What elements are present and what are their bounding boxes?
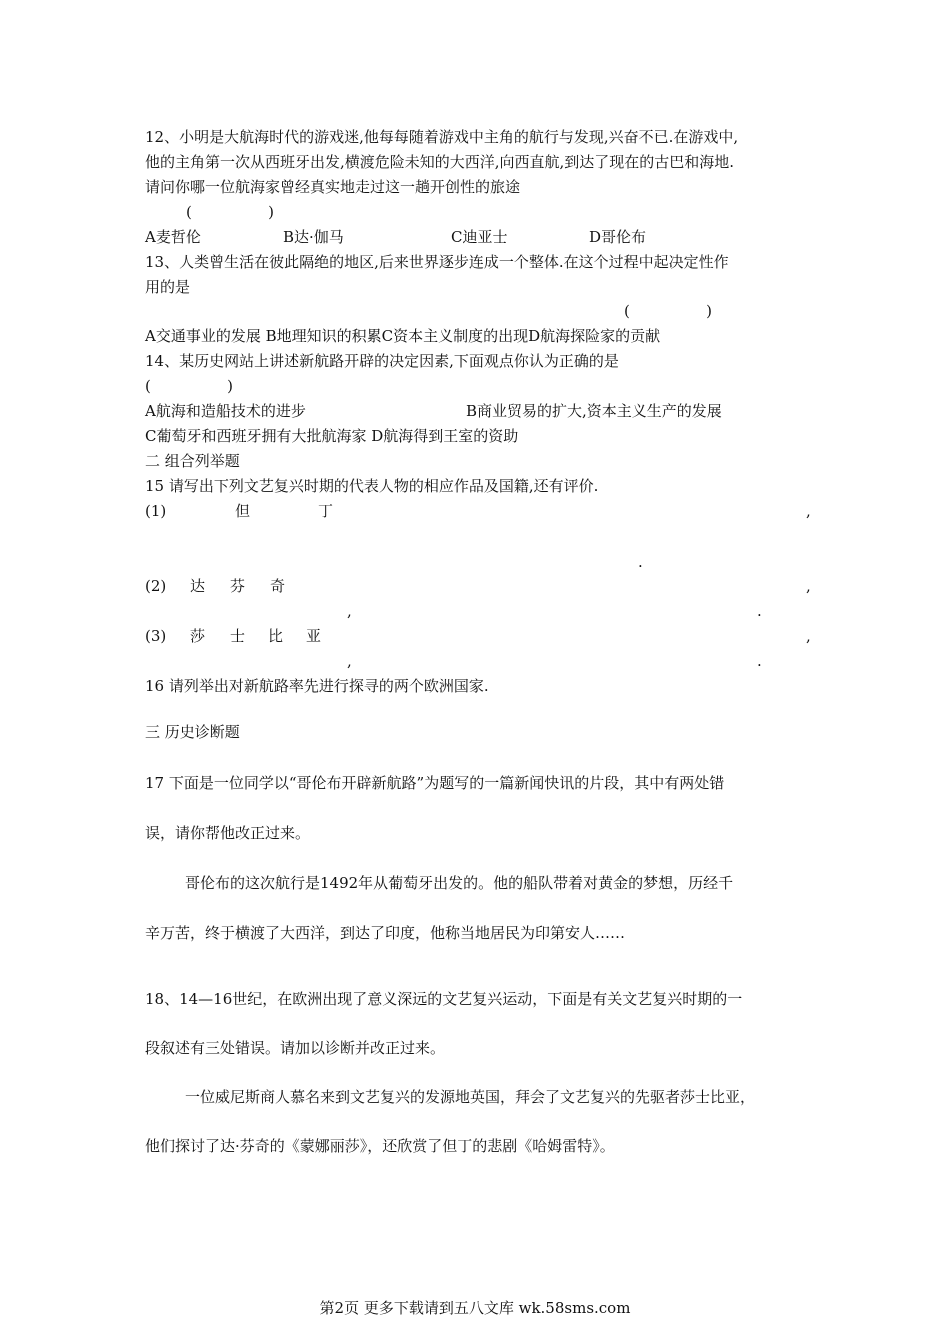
q15-item3-comma: , [806, 627, 811, 645]
q14-options-cd: C葡萄牙和西班牙拥有大批航海家 D航海得到王室的资助 [145, 427, 519, 445]
q12-line3: 请问你哪一位航海家曾经真实地走过这一趟开创性的旅途 [145, 178, 521, 196]
q15-prompt: 15 请写出下列文艺复兴时期的代表人物的相应作品及国籍,还有评价. [145, 477, 599, 495]
q15-item3-char: 比 [268, 627, 284, 645]
q15-item2-char: 奇 [270, 577, 286, 595]
q17-line1: 17 下面是一位同学以“哥伦布开辟新航路”为题写的一篇新闻快讯的片段，其中有两处错 [145, 774, 725, 792]
q17-line2: 误，请你帮他改正过来。 [145, 824, 311, 842]
q15-item2-char: 芬 [230, 577, 246, 595]
q18-line1: 18、14—16世纪，在欧洲出现了意义深远的文艺复兴运动，下面是有关文艺复兴时期的一 [145, 990, 743, 1008]
q13-answer-paren: ( ) [624, 302, 712, 320]
q12-line2: 他的主角第一次从西班牙出发,横渡危险未知的大西洋,向西直航,到达了现在的古巴和海地. [145, 153, 735, 171]
section2-title: 二 组合列举题 [145, 452, 240, 470]
q14-option-a: A航海和造船技术的进步 [145, 402, 306, 420]
q15-item3-char: 莎 [190, 627, 206, 645]
q16-prompt: 16 请列举出对新航路率先进行探寻的两个欧洲国家. [145, 677, 489, 695]
q12-answer-paren: ( ) [186, 203, 274, 221]
q17-passage-line2: 辛万苦，终于横渡了大西洋，到达了印度，他称当地居民为印第安人…… [145, 924, 626, 942]
q17-passage-line1: 哥伦布的这次航行是1492年从葡萄牙出发的。他的船队带着对黄金的梦想，历经千 [185, 874, 734, 892]
q18-passage-line2: 他们探讨了达·芬奇的《蒙娜丽莎》，还欣赏了但丁的悲剧《哈姆雷特》。 [145, 1137, 615, 1155]
q12-line1: 12、小明是大航海时代的游戏迷,他每每随着游戏中主角的航行与发现,兴奋不已.在游戏中, [145, 128, 739, 146]
q15-item1-number: (1) [145, 502, 167, 520]
q12-option-d: D哥伦布 [589, 228, 647, 246]
q15-item2-comma2: , [347, 602, 352, 620]
q15-item1-comma: , [806, 502, 811, 520]
q13-options: A交通事业的发展 B地理知识的积累C资本主义制度的出现D航海探险家的贡献 [145, 327, 661, 345]
q18-line2: 段叙述有三处错误。请加以诊断并改正过来。 [145, 1039, 446, 1057]
q15-item3-comma2: , [347, 652, 352, 670]
q15-item3-number: (3) [145, 627, 167, 645]
page-footer: 第2页 更多下载请到五八文库 wk.58sms.com [319, 1299, 631, 1317]
q15-item2-number: (2) [145, 577, 167, 595]
q15-item3-char: 士 [230, 627, 246, 645]
q12-option-a: A麦哲伦 [145, 228, 201, 246]
section3-title: 三 历史诊断题 [145, 723, 240, 741]
q15-item1-char: 丁 [318, 502, 334, 520]
q18-passage-line1: 一位威尼斯商人慕名来到文艺复兴的发源地英国，拜会了文艺复兴的先驱者莎士比亚， [185, 1088, 756, 1106]
q14-option-b: B商业贸易的扩大,资本主义生产的发展 [466, 402, 722, 420]
q12-option-c: C迪亚士 [451, 228, 508, 246]
q15-item2-comma: , [806, 577, 811, 595]
q13-line2: 用的是 [145, 278, 191, 296]
q15-item1-period: . [638, 553, 643, 571]
q15-item2-char: 达 [190, 577, 206, 595]
q15-item1-char: 但 [235, 502, 251, 520]
q12-option-b: B达·伽马 [283, 228, 344, 246]
q15-item3-char: 亚 [306, 627, 322, 645]
q15-item3-period: . [757, 652, 762, 670]
q14-answer-paren: ( ) [145, 377, 233, 395]
q14-line1: 14、某历史网站上讲述新航路开辟的决定因素,下面观点你认为正确的是 [145, 352, 619, 370]
q15-item2-period: . [757, 602, 762, 620]
q13-line1: 13、人类曾生活在彼此隔绝的地区,后来世界逐步连成一个整体.在这个过程中起决定性作 [145, 253, 729, 271]
